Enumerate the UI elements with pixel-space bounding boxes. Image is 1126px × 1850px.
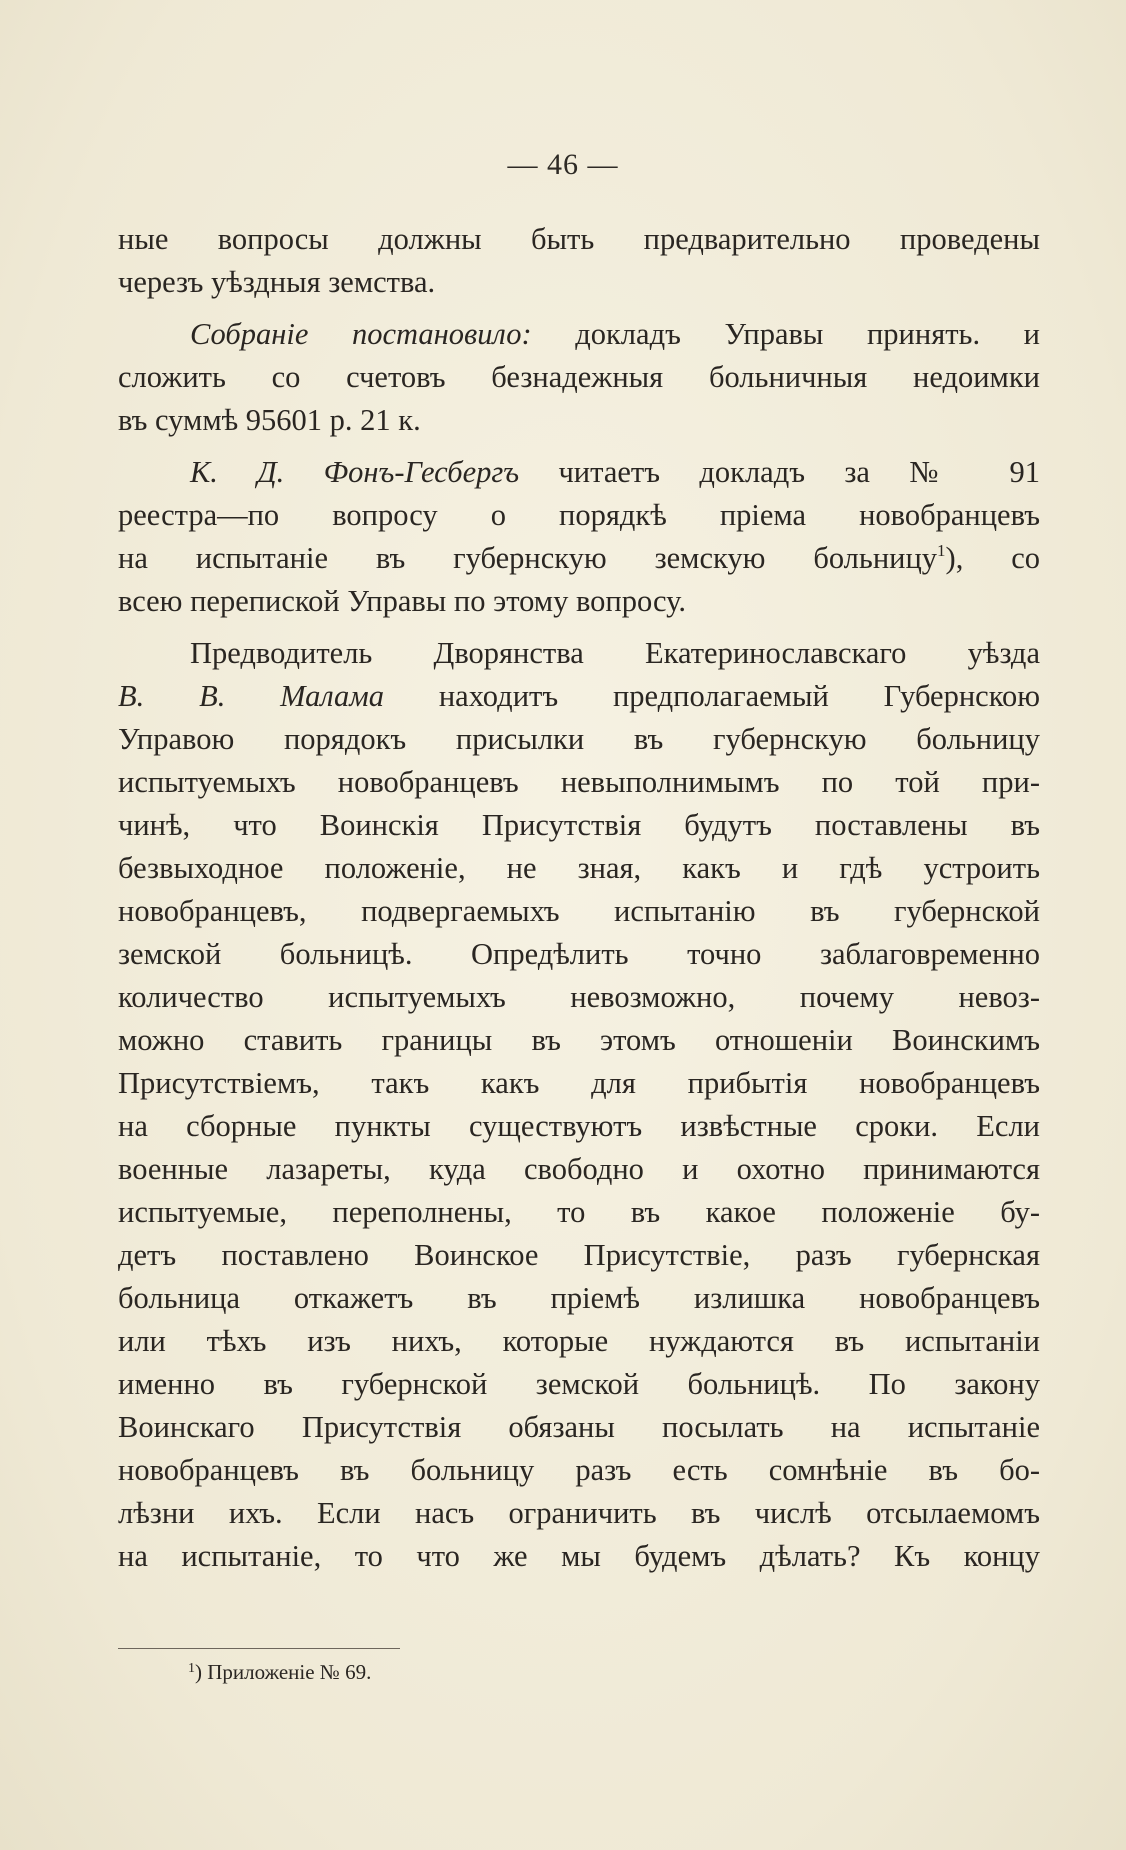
text-line [118,261,1040,304]
line-text: именно въ губернской земской больницѣ. По закону [118,1367,1040,1401]
text-line [118,933,1040,976]
footnote-text: ) Приложеніе № 69. [195,1660,372,1684]
footnote-divider [118,1648,400,1649]
line-text: докладъ Управы принять. и [531,317,1041,351]
text-line [118,1019,1040,1062]
line-text: земской больницѣ. Опредѣлить точно заблаговременно [118,937,1040,971]
text-line [118,399,1040,442]
text-line [118,675,1040,718]
text-line [118,1105,1040,1148]
line-text: сложить со счетовъ безнадежныя больничныя недоимки [118,360,1040,394]
line-text: черезъ уѣздныя земства. [118,265,436,299]
footnote [188,1658,371,1686]
text-line [118,632,1040,675]
line-text: реестра—по вопросу о порядкѣ пріема новобранцевъ [118,498,1040,532]
text-line [118,1191,1040,1234]
italic-speaker: К. Д. Фонъ-Гесбергъ [190,455,520,489]
line-text: на сборные пункты существуютъ извѣстные сроки. Если [118,1109,1040,1143]
line-text: на испытаніе, то что же мы будемъ дѣлать? Къ концу [118,1539,1040,1573]
line-text: въ суммѣ 95601 р. 21 к. [118,403,421,437]
italic-speaker: В. В. Малама [118,679,385,713]
line-tail: ), со [945,541,1040,575]
text-line [118,1277,1040,1320]
line-text: Управою порядокъ присылки въ губернскую больницу [118,722,1040,756]
text-line [118,356,1040,399]
footnote-marker: 1 [188,1661,195,1676]
line-text: количество испытуемыхъ невозможно, почему невоз- [118,980,1040,1014]
line-text: Присутствіемъ, такъ какъ для прибытія новобранцевъ [118,1066,1040,1100]
line-text: Воинскаго Присутствія обязаны посылать на испытаніе [118,1410,1040,1444]
line-text: можно ставить границы въ этомъ отношеніи Воинскимъ [118,1023,1040,1057]
line-text: испытуемыхъ новобранцевъ невыполнимымъ по той при- [118,765,1040,799]
text-line [118,1492,1040,1535]
line-text: Предводитель Дворянства Екатеринославскаго уѣзда [190,636,1040,670]
text-line [118,1535,1040,1578]
text-line [118,1148,1040,1191]
page-number: — 46 — [507,148,619,181]
line-text: всею перепиской Управы по этому вопросу. [118,584,686,618]
line-text: новобранцевъ въ больницу разъ есть сомнѣніе въ бо- [118,1453,1040,1487]
line-text: испытуемые, переполнены, то въ какое положеніе бу- [118,1195,1040,1229]
text-line [118,976,1040,1019]
italic-speaker: Собраніе постановило: [190,317,532,351]
body-text [118,218,1040,1578]
text-line [118,580,1040,623]
text-line [118,313,1040,356]
text-line [118,218,1040,261]
footnote-reference: 1 [937,541,946,560]
text-line [118,1234,1040,1277]
line-text: больница откажетъ въ пріемѣ излишка новобранцевъ [118,1281,1040,1315]
text-line [118,1406,1040,1449]
line-text: ные вопросы должны быть предварительно проведены [118,222,1040,256]
line-text: безвыходное положеніе, не зная, какъ и гдѣ устроить [118,851,1040,885]
text-line [118,804,1040,847]
line-text: или тѣхъ изъ нихъ, которые нуждаются въ испытаніи [118,1324,1040,1358]
paragraph-gap [118,304,1040,313]
text-line [118,494,1040,537]
paragraph-gap [118,442,1040,451]
text-line [118,1062,1040,1105]
paragraph-gap [118,623,1040,632]
text-line [118,1363,1040,1406]
text-line [118,718,1040,761]
text-line [118,451,1040,494]
line-text: военные лазареты, куда свободно и охотно принимаются [118,1152,1040,1186]
text-line [118,847,1040,890]
text-line [118,890,1040,933]
line-text: читаетъ докладъ за № 91 [519,455,1041,489]
line-text: находитъ предполагаемый Губернскою [384,679,1041,713]
text-line [118,1320,1040,1363]
text-line [118,761,1040,804]
line-text: чинѣ, что Воинскія Присутствія будутъ поставлены въ [118,808,1040,842]
line-text: новобранцевъ, подвергаемыхъ испытанію въ губернской [118,894,1040,928]
line-text: на испытаніе въ губернскую земскую больницу [118,541,938,575]
line-text: детъ поставлено Воинское Присутствіе, разъ губернская [118,1238,1040,1272]
text-line [118,537,1040,580]
text-line [118,1449,1040,1492]
line-text: лѣзни ихъ. Если насъ ограничить въ числѣ отсылаемомъ [118,1496,1040,1530]
